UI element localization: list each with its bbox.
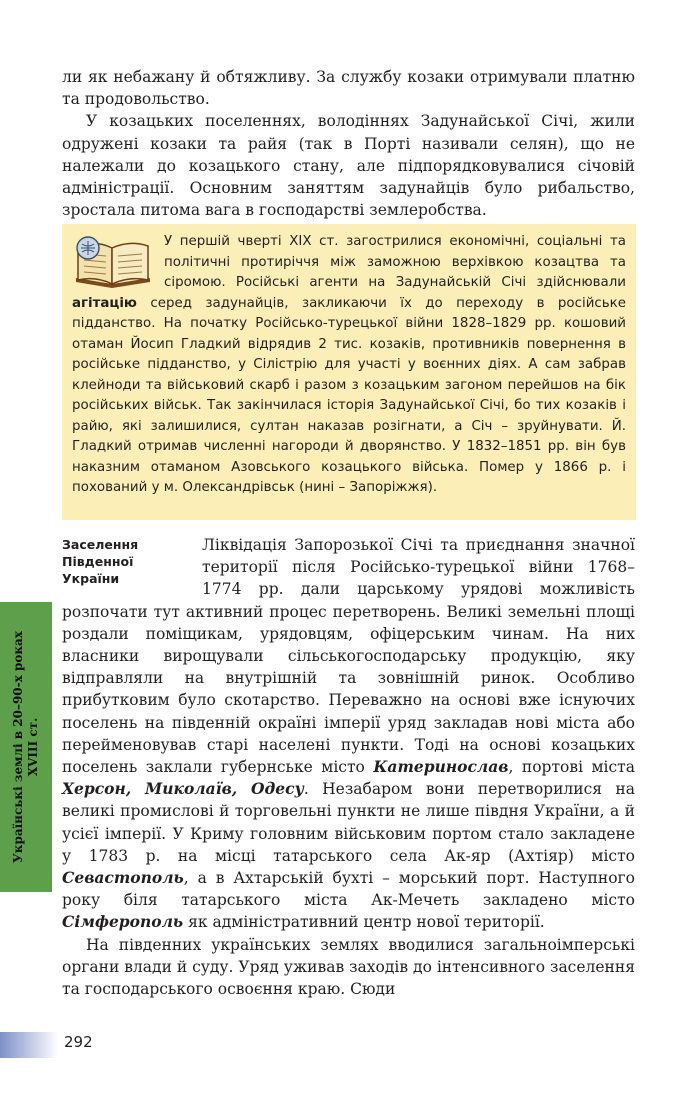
open-book-icon	[70, 234, 156, 292]
city-katerynoslav: Катеринослав	[373, 757, 509, 777]
paragraph-authorities: На південних українських землях вводилися загальноімперські органи влади й суду. Уряд уживав заходів до інтенсивного заселення та господарського освоєння краю. Сюди	[62, 935, 635, 999]
info-box	[62, 224, 636, 520]
margin-heading: Заселення Південної України	[62, 537, 139, 586]
paragraph-south-settlement: Ліквідація Запорозької Січі та приєднання значної території після Російсько-турецької війни 1768–1774 рр. дали царському урядові можливість розпочати тут активний процес перетворень. Великі земельні площі роздали поміщикам, урядовцям, офіцерським чинам. На них власники вирощували сільськогосподарську продукцію, яку відправляли на внутрішній та зовнішній ринок. Особливо прибутковим було скотарство. Переважно на основі вже існуючих поселень на південній окраїні імперії уряд закладав нові міста або перейменовував старі населені пункти. Тоді на основі козацьких поселень заклали губернське місто Катеринослав, портові міста Херсон, Миколаїв, Одесу. Незабаром вони перетворилися на великі промислові й торговельні пункти не лише півдня України, а й усієї імперії. У Криму головним військовим портом стало закладене у 1783 р. на місці татарського села Ак-яр (Ахтіяр) місто Севастополь, а в Ахтарській бухті – морський порт. Наступного року біля татарського міста Ак-Мечеть закладено місто Сімферополь як адміністративний центр нової території.	[62, 536, 635, 932]
chapter-side-tab	[0, 602, 52, 892]
paragraph-settlements: У козацьких поселеннях, володіннях Задунайської Січі, жили одружені козаки та райя (так в Порті називали селян), що не належали до козацького стану, але підпорядковувалися січовій адміністрації. Основним заняттям задунайців було рибальство, зростала питома вага в господарстві землеробства.	[62, 112, 635, 220]
info-box-text: У першій чверті XIX ст. загострилися економічні, соціальні та політичні протиріччя між заможною верхівкою козацтва та сіромою. Російські агенти на Задунайській Січі здійснювали агітацію серед задунайців, закликаючи їх до переходу в російське підданство. На початку Російсько-турецької війни 1828–1829 рр. кошовий отаман Йосип Гладкий відрядив 2 тис. козаків, противників повернення в російське підданство, у Сілістрію для участі у воєнних діях. А сам забрав клейноди та військовий скарб і разом з козацьким загоном перейшов на бік російських військ. Так закінчилася історія Задунайської Січі, бо тих козаків і райю, які залишилися, султан наказав розігнати, а Січ – зруйнувати. Й. Гладкий отримав численні нагороди й дворянство. У 1832–1851 рр. він був наказним отаманом Азовського козацького війська. Помер у 1866 р. і похований у м. Олександрівськ (нині – Запоріжжя).	[72, 234, 626, 495]
main-text	[62, 534, 635, 1000]
term-agitation: агітацію	[72, 295, 137, 311]
chapter-side-tab-text: Українські землі в 20–90-х роках XVIII ст.	[11, 631, 40, 863]
paragraph-continued: ли як небажану й обтяжливу. За службу козаки отримували платню та продовольство.	[62, 68, 635, 109]
page-number: 292	[64, 1033, 93, 1051]
city-ports: Херсон, Миколаїв, Одесу	[62, 779, 304, 799]
page-number-band	[0, 1032, 58, 1058]
city-sevastopol: Севастополь	[62, 868, 184, 888]
top-text	[62, 66, 635, 221]
city-simferopol: Сімферополь	[62, 912, 184, 932]
